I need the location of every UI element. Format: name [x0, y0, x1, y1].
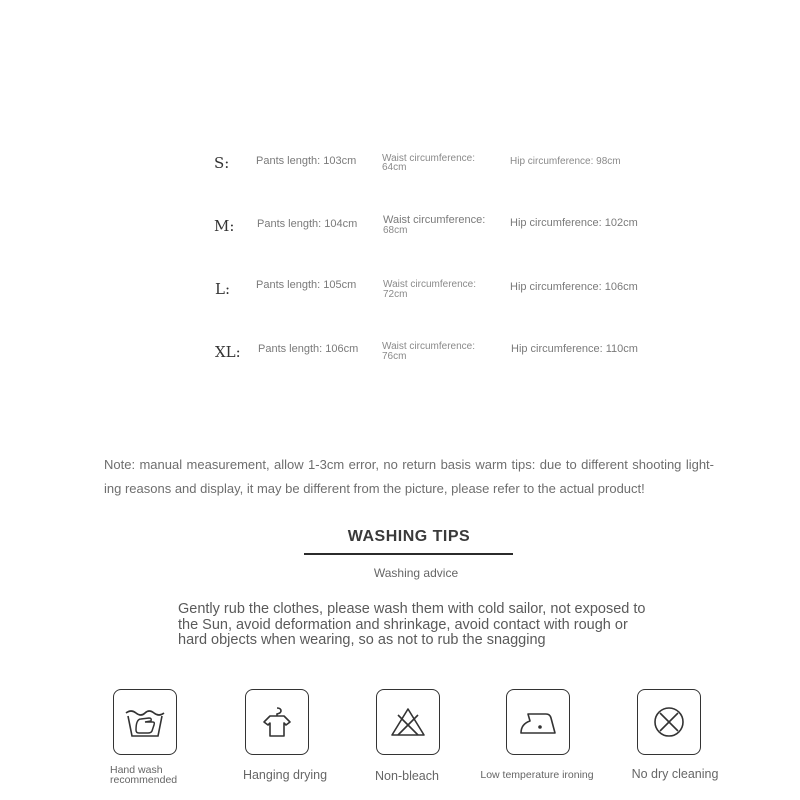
pants-length-s: Pants length: 103cm: [256, 155, 357, 167]
no-dry-clean-icon: [637, 689, 701, 755]
pants-length-xl: Pants length: 106cm: [258, 343, 359, 355]
measurement-note: Note: manual measurement, allow 1-3cm error, no return basis warm tips: due to different shooting light-ing reasons and display, it may be different from the picture, please refer to the actual product!: [104, 457, 714, 496]
waist-value-s: 64cm: [382, 162, 407, 173]
hip-circumference-m: Hip circumference: 102cm: [510, 217, 638, 229]
hand-wash-icon: [113, 689, 177, 755]
hanging-dry-label: Hanging drying: [242, 768, 328, 782]
waist-value-xl: 76cm: [382, 351, 407, 362]
non-bleach-icon: [376, 689, 440, 755]
size-label-s: S:: [214, 154, 230, 172]
hip-circumference-s: Hip circumference: 98cm: [510, 156, 621, 167]
hip-circumference-xl: Hip circumference: 110cm: [511, 343, 638, 355]
waist-title-s: Waist circumference:: [382, 153, 475, 164]
hanging-dry-icon: [245, 689, 309, 755]
washing-description: Gently rub the clothes, please wash them with cold sailor, not exposed to the Sun, avoid deformation and shrinkage, avoid contact with rough or hard objects when wearing, so as not to rub the snagging: [178, 601, 646, 648]
waist-title-xl: Waist circumference:: [382, 341, 475, 352]
waist-value-l: 72cm: [383, 289, 408, 300]
washing-tips-title: WASHING TIPS: [347, 528, 471, 545]
hand-wash-label: [110, 765, 177, 785]
size-label-m: M:: [214, 217, 235, 235]
size-label-xl: XL:: [215, 343, 241, 361]
low-temp-iron-icon: [506, 689, 570, 755]
pants-length-m: Pants length: 104cm: [257, 218, 358, 230]
pants-length-l: Pants length: 105cm: [256, 279, 357, 291]
low-temp-iron-label: Low temperature ironing: [480, 769, 594, 781]
title-divider: [304, 553, 513, 555]
no-dry-clean-label: No dry cleaning: [631, 767, 719, 781]
waist-title-m: Waist circumference:: [383, 214, 486, 226]
size-label-l: L:: [215, 280, 231, 298]
hand-wash-label-line1: Hand wash: [110, 764, 163, 776]
hand-wash-label-line2: recommended: [110, 774, 178, 786]
waist-title-l: Waist circumference:: [383, 279, 476, 290]
washing-advice-subtitle: Washing advice: [373, 566, 459, 580]
hip-circumference-l: Hip circumference: 106cm: [510, 281, 638, 293]
non-bleach-label: Non-bleach: [375, 769, 439, 783]
waist-value-m: 68cm: [383, 225, 408, 236]
